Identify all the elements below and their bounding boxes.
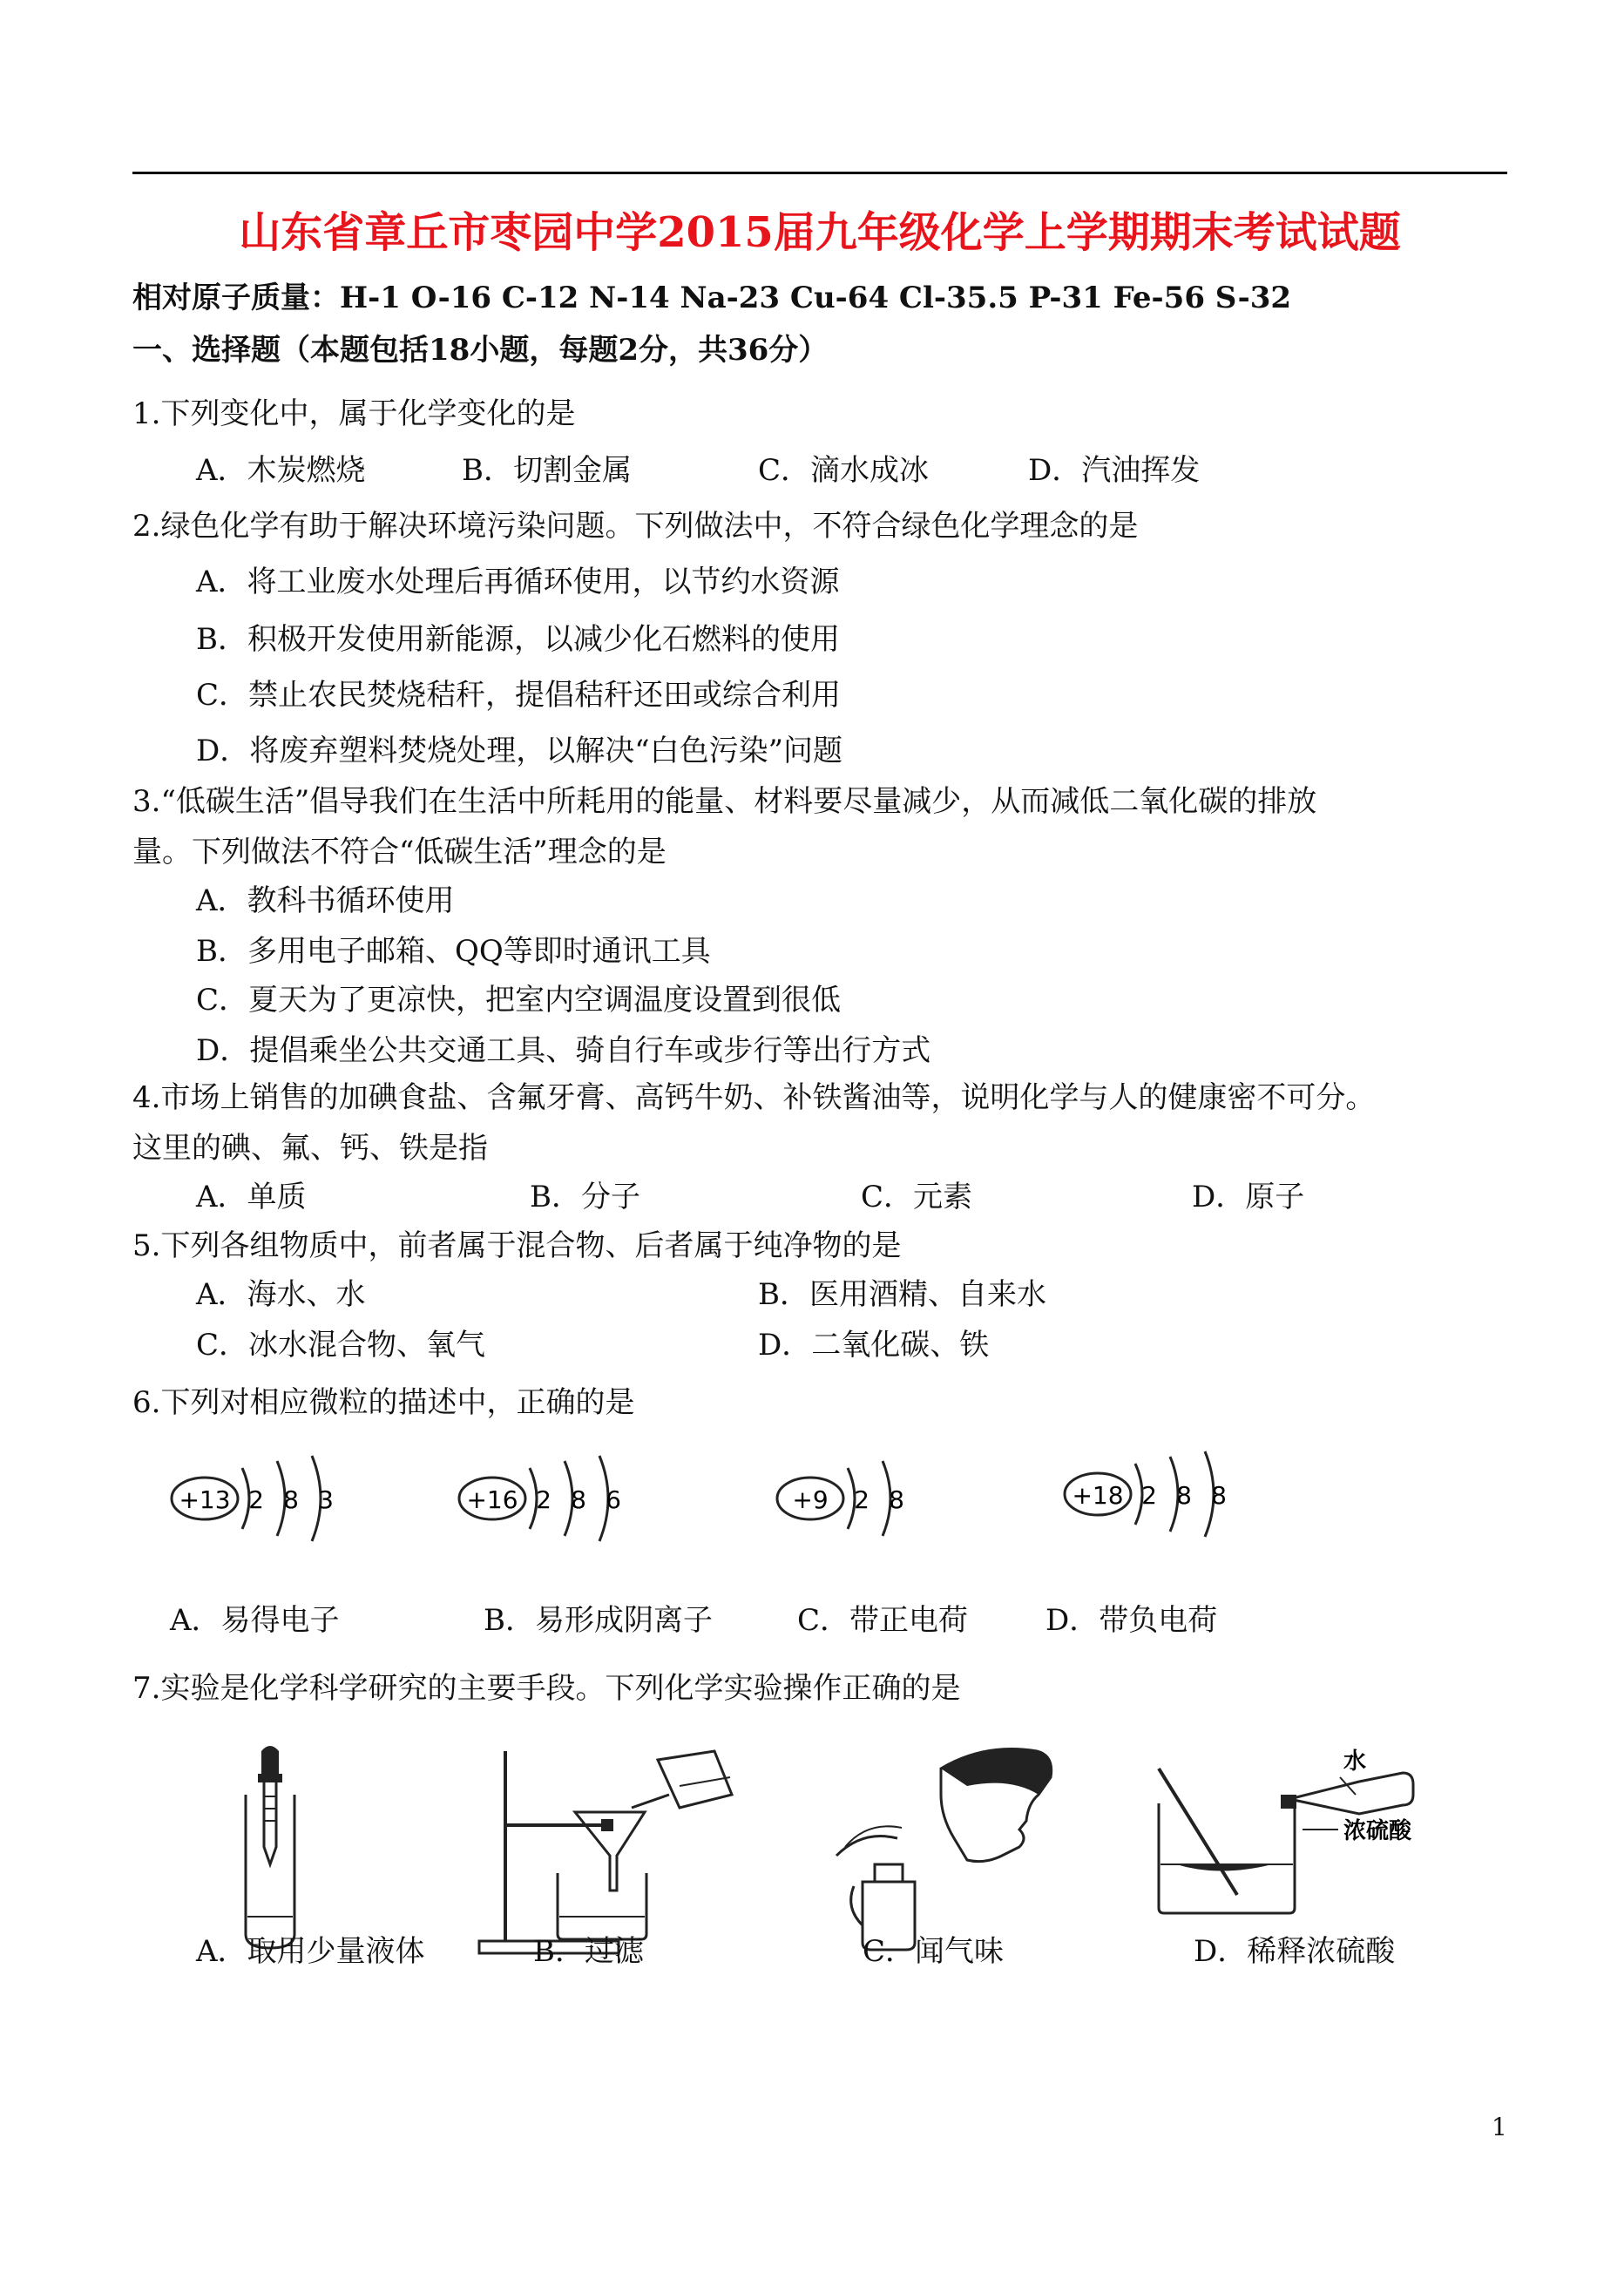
acid-label: 浓硫酸 [1343, 1818, 1412, 1844]
q3-option-a: A．教科书循环使用 [196, 883, 455, 918]
q6-option-b: B．易形成阴离子 [484, 1603, 713, 1638]
dilution-illustration [1141, 1734, 1429, 1925]
q4-stem-line2: 这里的碘、氟、钙、铁是指 [132, 1131, 488, 1166]
q7-option-b: B．过滤 [533, 1934, 644, 1969]
q7-option-d: D．稀释浓硫酸 [1194, 1934, 1396, 1969]
header-rule [132, 172, 1507, 174]
q1-option-d: D．汽油挥发 [1028, 453, 1201, 488]
q2-option-a: A．将工业废水处理后再循环使用，以节约水资源 [196, 565, 840, 599]
q6-stem: 6.下列对相应微粒的描述中，正确的是 [132, 1385, 635, 1420]
q1-option-b: B．切割金属 [462, 453, 632, 488]
q3-option-d: D．提倡乘坐公共交通工具、骑自行车或步行等出行方式 [196, 1033, 931, 1068]
dropper-test-tube-illustration [235, 1742, 305, 1951]
smelling-gas-illustration [810, 1734, 1072, 1960]
atom-diagram-b [453, 1442, 645, 1555]
q6-option-d: D．带负电荷 [1045, 1603, 1218, 1638]
nucleus-charge: +13 [179, 1485, 231, 1514]
shell-electrons: 8 [1176, 1481, 1192, 1510]
q1-option-a: A．木炭燃烧 [196, 453, 366, 488]
q1-stem: 1.下列变化中，属于化学变化的是 [132, 396, 576, 431]
q3-option-b: B．多用电子邮箱、QQ等即时通讯工具 [196, 934, 711, 969]
shell-electrons: 8 [889, 1485, 904, 1514]
q4-option-d: D．原子 [1192, 1180, 1305, 1214]
q3-stem-line1: 3.“低碳生活”倡导我们在生活中所耗用的能量、材料要尽量减少，从而减低二氧化碳的排放 [132, 784, 1317, 819]
shell-electrons: 8 [283, 1485, 299, 1514]
shell-electrons: 8 [1211, 1481, 1227, 1510]
q6-option-a: A．易得电子 [170, 1603, 340, 1638]
q5-stem: 5.下列各组物质中，前者属于混合物、后者属于纯净物的是 [132, 1228, 902, 1263]
page-title: 山东省章丘市枣园中学2015届九年级化学上学期期末考试试题 [239, 208, 1401, 257]
q2-stem: 2.绿色化学有助于解决环境污染问题。下列做法中，不符合绿色化学理念的是 [132, 509, 1139, 544]
nucleus-charge: +9 [792, 1485, 829, 1514]
q2-option-c: C．禁止农民焚烧秸秆，提倡秸秆还田或综合利用 [196, 678, 842, 713]
atomic-masses: 相对原子质量：H-1 O-16 C-12 N-14 Na-23 Cu-64 Cl-35.5 P-31 Fe-56 S-32 [132, 281, 1292, 315]
filtration-illustration [470, 1742, 758, 1960]
q4-option-b: B．分子 [530, 1180, 640, 1214]
q2-option-d: D．将废弃塑料焚烧处理，以解决“白色污染”问题 [196, 734, 843, 768]
q4-option-a: A．单质 [196, 1180, 307, 1214]
shell-electrons: 2 [854, 1485, 870, 1514]
q7-stem: 7.实验是化学科学研究的主要手段。下列化学实验操作正确的是 [132, 1671, 961, 1706]
q4-option-c: C．元素 [861, 1180, 973, 1214]
q5-option-d: D．二氧化碳、铁 [758, 1328, 990, 1363]
q7-option-a: A．取用少量液体 [196, 1934, 425, 1969]
q1-option-c: C．滴水成冰 [758, 453, 930, 488]
q6-option-c: C．带正电荷 [797, 1603, 969, 1638]
atom-diagram-a [166, 1442, 357, 1555]
q7-option-c: C．闻气味 [863, 1934, 1005, 1969]
atom-diagram-d [1059, 1437, 1259, 1551]
nucleus-charge: +16 [466, 1485, 518, 1514]
shell-electrons: 2 [1141, 1481, 1157, 1510]
section-heading: 一、选择题（本题包括18小题，每题2分，共36分） [132, 333, 829, 368]
q2-option-b: B．积极开发使用新能源，以减少化石燃料的使用 [196, 622, 840, 657]
shell-electrons: 8 [571, 1485, 586, 1514]
q4-stem-line1: 4.市场上销售的加碘食盐、含氟牙膏、高钙牛奶、补铁酱油等，说明化学与人的健康密不可分。 [132, 1080, 1376, 1115]
q5-option-b: B．医用酒精、自来水 [758, 1277, 1046, 1312]
shell-electrons: 3 [318, 1485, 334, 1514]
q3-stem-line2: 量。下列做法不符合“低碳生活”理念的是 [132, 835, 667, 869]
q5-option-c: C．冰水混合物、氧气 [196, 1328, 486, 1363]
water-label: 水 [1343, 1748, 1367, 1775]
q5-option-a: A．海水、水 [196, 1277, 366, 1312]
shell-electrons: 2 [536, 1485, 551, 1514]
shell-electrons: 6 [606, 1485, 621, 1514]
q3-option-c: C．夏天为了更凉快，把室内空调温度设置到很低 [196, 983, 842, 1018]
shell-electrons: 2 [248, 1485, 264, 1514]
atom-diagram-c [771, 1442, 928, 1555]
nucleus-charge: +18 [1072, 1481, 1124, 1510]
page-number: 1 [1492, 2113, 1507, 2141]
